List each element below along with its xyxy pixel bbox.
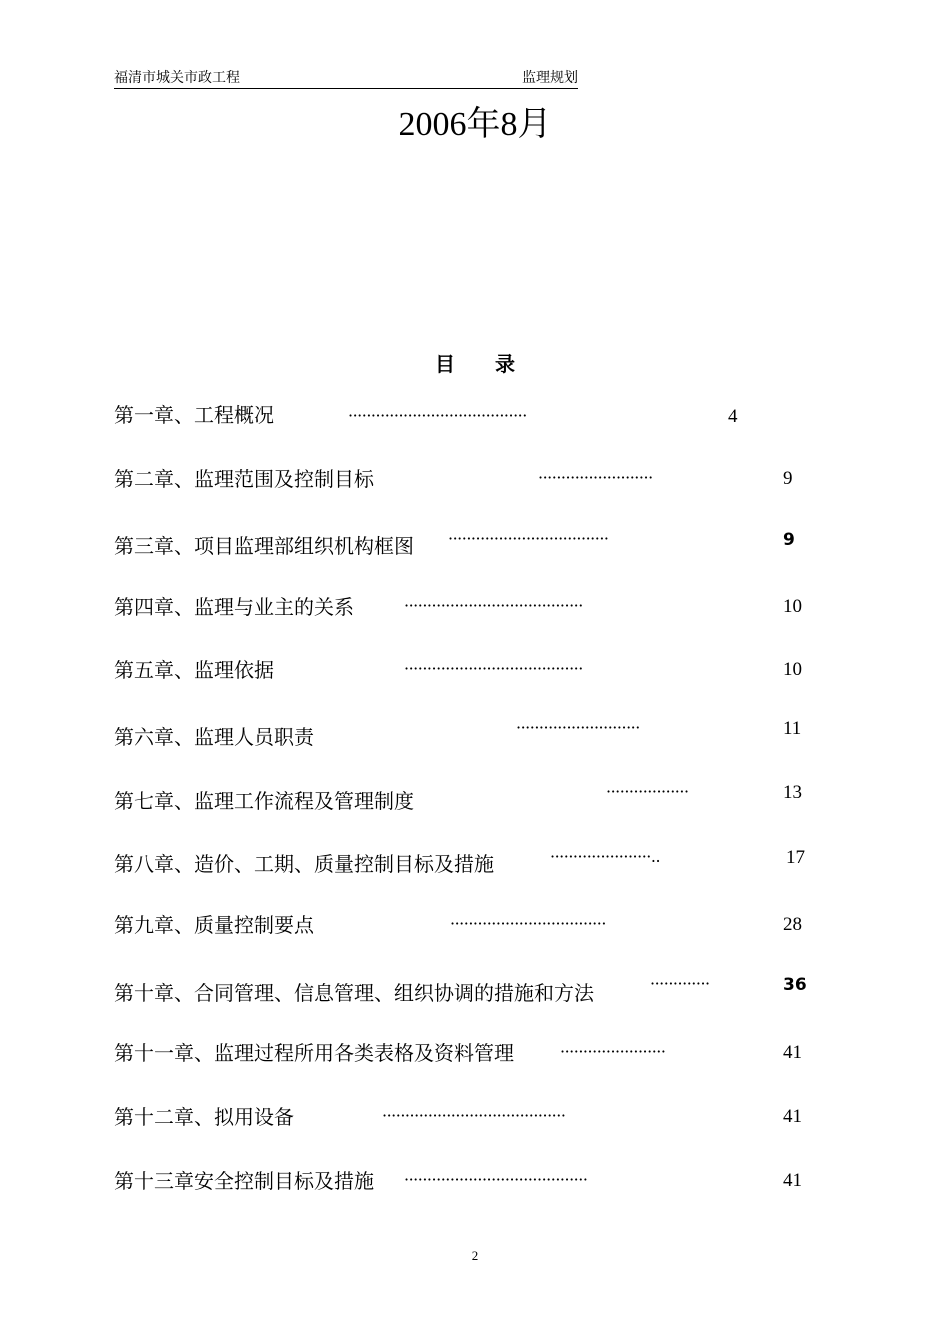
toc-leader-dots: ··························· [516,718,640,737]
toc-entry-page: 10 [783,659,802,680]
toc-entry[interactable] [114,594,814,624]
toc-leader-dots: ························· [538,468,653,487]
toc-leader-dots: ··································· [448,529,609,548]
toc-entry-page: 28 [783,914,802,935]
toc-entry[interactable] [114,657,814,687]
toc-entry-page: 17 [786,847,805,868]
toc-entry-page: 11 [783,718,802,739]
toc-entry[interactable] [114,1104,814,1134]
toc-entry[interactable] [114,466,814,496]
toc-entry-label: 第六章、监理人员职责 [114,725,314,749]
toc-entry-page: 4 [728,406,738,427]
toc-entry[interactable] [114,782,814,818]
toc-leader-dots: ······································· [404,596,583,615]
toc-entry[interactable] [114,718,814,754]
toc-leader-dots: ············· [650,974,710,993]
toc-entry[interactable] [114,974,814,1010]
toc-entry-label: 第十三章安全控制目标及措施 [114,1169,374,1193]
toc-entry-page: 36 [783,975,807,995]
toc-entry-label: 第四章、监理与业主的关系 [114,595,354,619]
header-doc-type: 监理规划 [522,70,578,86]
toc-entry-label: 第十二章、拟用设备 [114,1105,294,1129]
toc-entry-label: 第十一章、监理过程所用各类表格及资料管理 [114,1041,514,1065]
toc-entry[interactable] [114,402,814,432]
toc-entry-page: 9 [783,468,793,489]
header-project-name: 福清市城关市政工程 [114,70,240,86]
toc-entry[interactable] [114,1040,814,1070]
toc-entry-label: 第八章、造价、工期、质量控制目标及措施 [114,852,494,876]
toc-entry-page: 41 [783,1170,802,1191]
toc-entry-page: 41 [783,1042,802,1063]
toc-entry-label: 第二章、监理范围及控制目标 [114,467,374,491]
document-date: 2006年8月 [398,106,552,143]
toc-entry-label: 第三章、项目监理部组织机构框图 [114,534,414,558]
toc-entry[interactable] [114,912,814,942]
toc-leader-dots: ·················· [606,782,689,801]
toc-title: 目录 [435,352,555,376]
toc-entry[interactable] [114,847,814,881]
page-header [114,70,578,89]
toc-leader-dots: ······································· [404,659,583,678]
toc-entry-page: 9 [783,530,795,550]
toc-entry-label: 第七章、监理工作流程及管理制度 [114,789,414,813]
toc-entry[interactable] [114,529,814,563]
page-number: 2 [471,1248,479,1263]
toc-entry-label: 第十章、合同管理、信息管理、组织协调的措施和方法 [114,981,594,1005]
toc-entry-label: 第五章、监理依据 [114,658,274,682]
toc-leader-dots: ······································· [348,406,527,425]
toc-entry-label: 第一章、工程概况 [114,403,274,427]
toc-entry-label: 第九章、质量控制要点 [114,913,314,937]
toc-entry-page: 13 [783,782,802,803]
toc-leader-dots: ········································ [404,1170,588,1189]
toc-leader-dots: ······················· [560,1042,666,1061]
toc-entry-page: 41 [783,1106,802,1127]
toc-leader-dots: ·································· [450,914,606,933]
toc-entry[interactable] [114,1168,814,1198]
toc-leader-dots: ······················.. [550,847,661,866]
toc-entry-page: 10 [783,596,802,617]
toc-leader-dots: ········································ [382,1106,566,1125]
